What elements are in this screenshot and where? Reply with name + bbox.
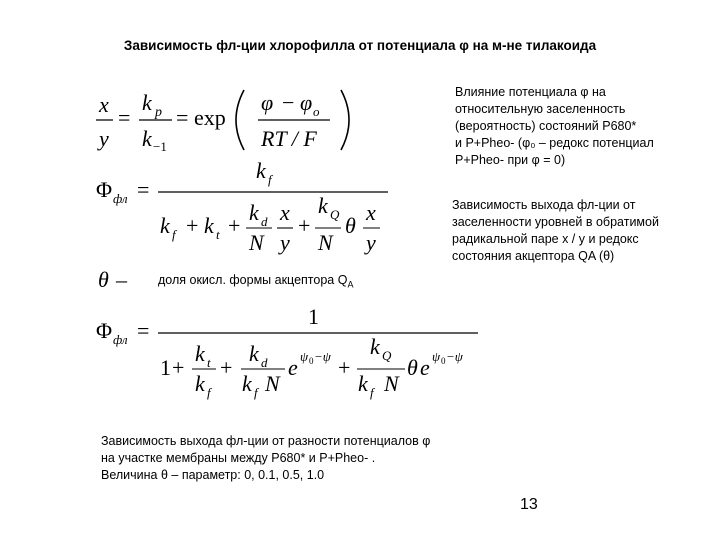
note-line: Зависимость выхода фл-ции от разности потенциалов φ xyxy=(101,434,431,448)
eq2-N-1: N xyxy=(249,230,264,255)
eq2-y-2: y xyxy=(366,230,376,255)
eq4-N-1: N xyxy=(265,371,280,396)
eq4-kf-3-sub: f xyxy=(370,385,374,400)
eq1-kp: k xyxy=(142,90,152,115)
equation-population-ratio xyxy=(96,90,349,154)
eq4-Phi-sub: фл xyxy=(113,332,128,347)
eq4-one-num: 1 xyxy=(308,304,319,329)
eq2-x-2: x xyxy=(366,200,376,225)
eq4-kd: k xyxy=(249,341,259,366)
eq1-y: y xyxy=(99,126,109,151)
note-line: P+Pheo- при φ = 0) xyxy=(455,153,566,167)
eq1-denominator: RT / F xyxy=(261,126,317,151)
eq1-km1-sub: −1 xyxy=(153,139,167,154)
eq4-e-1: e xyxy=(288,355,298,380)
eq4-plus-1: + xyxy=(172,355,185,380)
eq4-exp1-psi0: ψ xyxy=(300,349,309,364)
note-line: и P+Pheo- (φ₀ – редокс потенциал xyxy=(455,136,654,150)
eq4-exp1-minus-psi: −ψ xyxy=(314,349,331,364)
eq4-one: 1 xyxy=(160,355,171,380)
eq2-theta: θ xyxy=(345,213,356,238)
eq1-x: x xyxy=(99,92,109,117)
eq4-kf-2-sub: f xyxy=(254,385,258,400)
note-line: радикальной паре x / y и редокс xyxy=(452,232,639,246)
note-line: относительную заселенность xyxy=(455,102,626,116)
eq4-kt-sub: t xyxy=(207,355,211,370)
eq2-kt-sub: t xyxy=(216,227,220,242)
eq2-x-1: x xyxy=(280,200,290,225)
eq1-kp-sub: p xyxy=(155,105,162,120)
eq2-kf: k xyxy=(160,213,170,238)
eq1-phi0-sub: o xyxy=(313,104,320,119)
eq2-Phi: Φ xyxy=(96,177,113,202)
eq1-equals-2: = xyxy=(176,105,189,130)
eq2-N-2: N xyxy=(318,230,333,255)
eq4-kf-1-sub: f xyxy=(207,385,211,400)
eq2-kd-sub: d xyxy=(261,214,268,229)
equation-fluorescence-potential xyxy=(96,304,478,400)
note-line: Зависимость выхода фл-ции от xyxy=(452,198,636,212)
note-line: на участке мембраны между P680* и P+Pheo- . xyxy=(101,451,376,465)
eq4-e-2: e xyxy=(420,355,430,380)
eq4-kf-2: k xyxy=(242,371,252,396)
eq4-theta: θ xyxy=(407,355,418,380)
eq2-plus-1: + xyxy=(186,213,199,238)
eq4-exp2-psi0: ψ xyxy=(432,349,441,364)
eq1-minus: − xyxy=(282,90,295,115)
eq2-kf-num-sub: f xyxy=(268,172,272,187)
eq2-kt: k xyxy=(204,213,214,238)
eq2-kf-sub: f xyxy=(172,227,176,242)
note-line: (вероятность) состояний P680* xyxy=(455,119,637,133)
eq4-exp2-minus-psi: −ψ xyxy=(446,349,463,364)
eq1-km1: k xyxy=(142,126,152,151)
eq4-kd-sub: d xyxy=(261,355,268,370)
eq2-kd: k xyxy=(249,200,259,225)
page-title: Зависимость фл-ции хлорофилла от потенциала φ на м-не тилакоида xyxy=(123,38,597,53)
eq4-kQ-sub: Q xyxy=(382,348,392,363)
note-line: состояния акцептора QA (θ) xyxy=(452,249,615,263)
note-line: Величина θ – параметр: 0, 0.1, 0.5, 1.0 xyxy=(101,468,325,482)
note-line: заселенности уровней в обратимой xyxy=(452,215,659,229)
eq4-Phi: Φ xyxy=(96,318,113,343)
eq4-N-2: N xyxy=(384,371,399,396)
eq4-kt: k xyxy=(195,341,205,366)
eq4-plus-3: + xyxy=(338,355,351,380)
page-number: 13 xyxy=(520,496,538,513)
eq1-equals-1: = xyxy=(118,105,131,130)
eq2-Phi-sub: фл xyxy=(113,191,128,206)
eq2-y-1: y xyxy=(280,230,290,255)
theta-definition-sub: A xyxy=(347,279,354,290)
eq4-exp1-sub: 0 xyxy=(309,356,314,366)
note-line: Влияние потенциала φ на xyxy=(455,85,606,99)
eq4-equals: = xyxy=(137,318,150,343)
eq3-theta: θ xyxy=(98,267,109,292)
eq2-equals: = xyxy=(137,177,150,202)
eq1-phi0: φ xyxy=(300,90,313,115)
eq4-plus-2: + xyxy=(220,355,233,380)
eq4-kf-3: k xyxy=(358,371,368,396)
eq3-dash: – xyxy=(116,267,127,292)
eq2-plus-3: + xyxy=(298,213,311,238)
eq4-kQ: k xyxy=(370,334,380,359)
eq4-kf-1: k xyxy=(195,371,205,396)
eq2-kQ-sub: Q xyxy=(330,207,340,222)
eq2-plus-2: + xyxy=(228,213,241,238)
eq2-kf-num: k xyxy=(256,158,266,183)
theta-definition-text: доля окисл. формы акцептора Q xyxy=(158,273,348,287)
equation-theta xyxy=(98,267,128,292)
eq1-exp: exp xyxy=(194,105,226,130)
eq1-phi: φ xyxy=(261,90,274,115)
eq4-exp2-sub: 0 xyxy=(441,356,446,366)
eq2-kQ: k xyxy=(318,193,328,218)
equation-fluorescence-yield xyxy=(96,158,388,255)
